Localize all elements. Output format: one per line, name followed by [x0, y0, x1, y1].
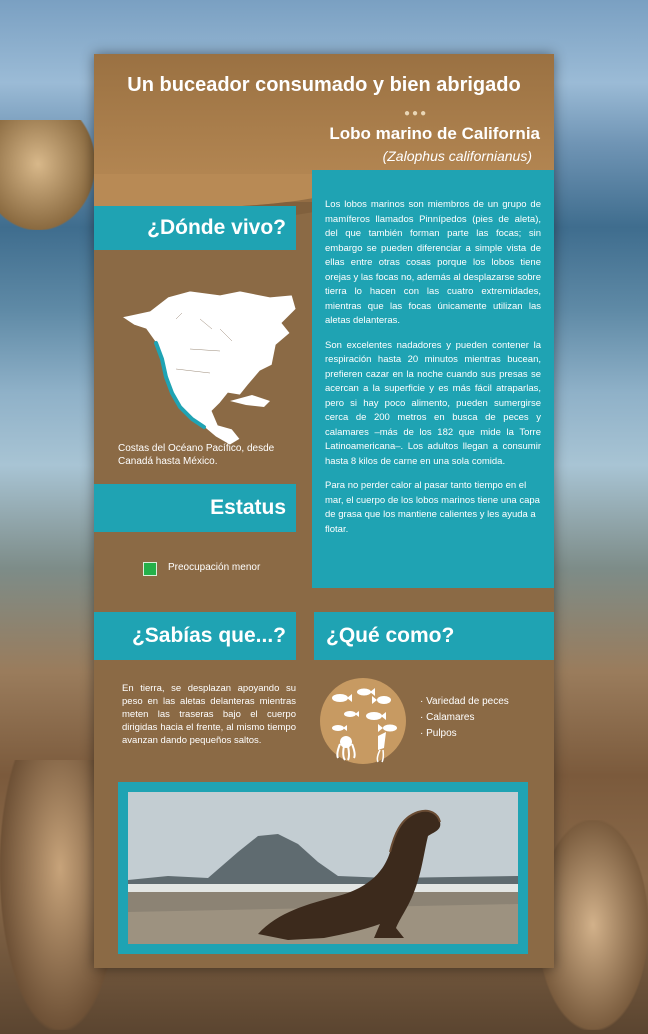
info-panel [94, 54, 554, 968]
photo-frame [118, 782, 528, 954]
sea-lion-beach-illustration [128, 792, 518, 944]
species-name: Lobo marino de California [329, 124, 540, 143]
background-rock [538, 820, 648, 1030]
diet-item: · Calamares [420, 712, 475, 723]
description-paragraph: Para no perder calor al pasar tanto tiempo en el mar, el cuerpo de los lobos marinos tiene una capa de grasa que los mantiene calientes y les ayuda a flotar. [325, 480, 540, 535]
fish-squid-octopus-icon [320, 678, 406, 764]
diet-heading: ¿Qué como? [314, 612, 554, 660]
status-label: Preocupación menor [168, 562, 261, 573]
did-you-know-text: En tierra, se desplazan apoyando su peso en las aletas delanteras mientras meten las traseras bajo el cuerpo dirigidas hacia el frente, al mismo tiempo avanzan dando pequeños saltos. [122, 683, 296, 746]
food-icons-circle [320, 678, 406, 764]
did-you-know-heading: ¿Sabías que...? [94, 612, 296, 660]
scientific-name: (Zalophus californianus) [382, 148, 532, 164]
status-heading: Estatus [94, 484, 296, 532]
diet-item: · Variedad de peces [420, 696, 509, 707]
description-box [312, 170, 554, 588]
diet-item: · Pulpos [420, 728, 457, 739]
decorative-dots: ●●● [404, 108, 429, 119]
page-title: Un buceador consumado y bien abrigado [127, 74, 521, 96]
background-rock [0, 120, 95, 230]
description-paragraph: Son excelentes nadadores y pueden contener la respiración hasta 20 minutos mientras bucean, prefieren cazar en la noche cuando sus presas se acercan a la superficie y es más fácil atraparlas, pero si hay poco alimento, pueden sumergirse cerca de 200 metros en busca de peces y calamares –más de los 182 que mide la Torre Latinoamericana–. Los adultos llegan a consumir hasta 8 kilos de carne en una sola comida. [325, 339, 541, 467]
description-paragraph: Los lobos marinos son miembros de un grupo de mamíferos llamados Pinnípedos (pies de aleta), del que también forman parte las focas; sin embargo se pueden diferenciar a simple vista de ellas entre otras cosas porque los lobos tiene orejas y las focas no, además al desplazarse sobre tierra lo hacen con las cuatro extremidades, mientras que las focas únicamente utilizan las aletas delanteras. [325, 199, 541, 326]
where-heading: ¿Dónde vivo? [94, 206, 296, 250]
map-caption: Costas del Océano Pacífico, desde Canadá hasta México. [118, 443, 275, 467]
sea-lion-photo [128, 792, 518, 944]
diet-list [420, 694, 509, 742]
north-america-map [120, 289, 298, 447]
status-legend-swatch [143, 562, 157, 576]
